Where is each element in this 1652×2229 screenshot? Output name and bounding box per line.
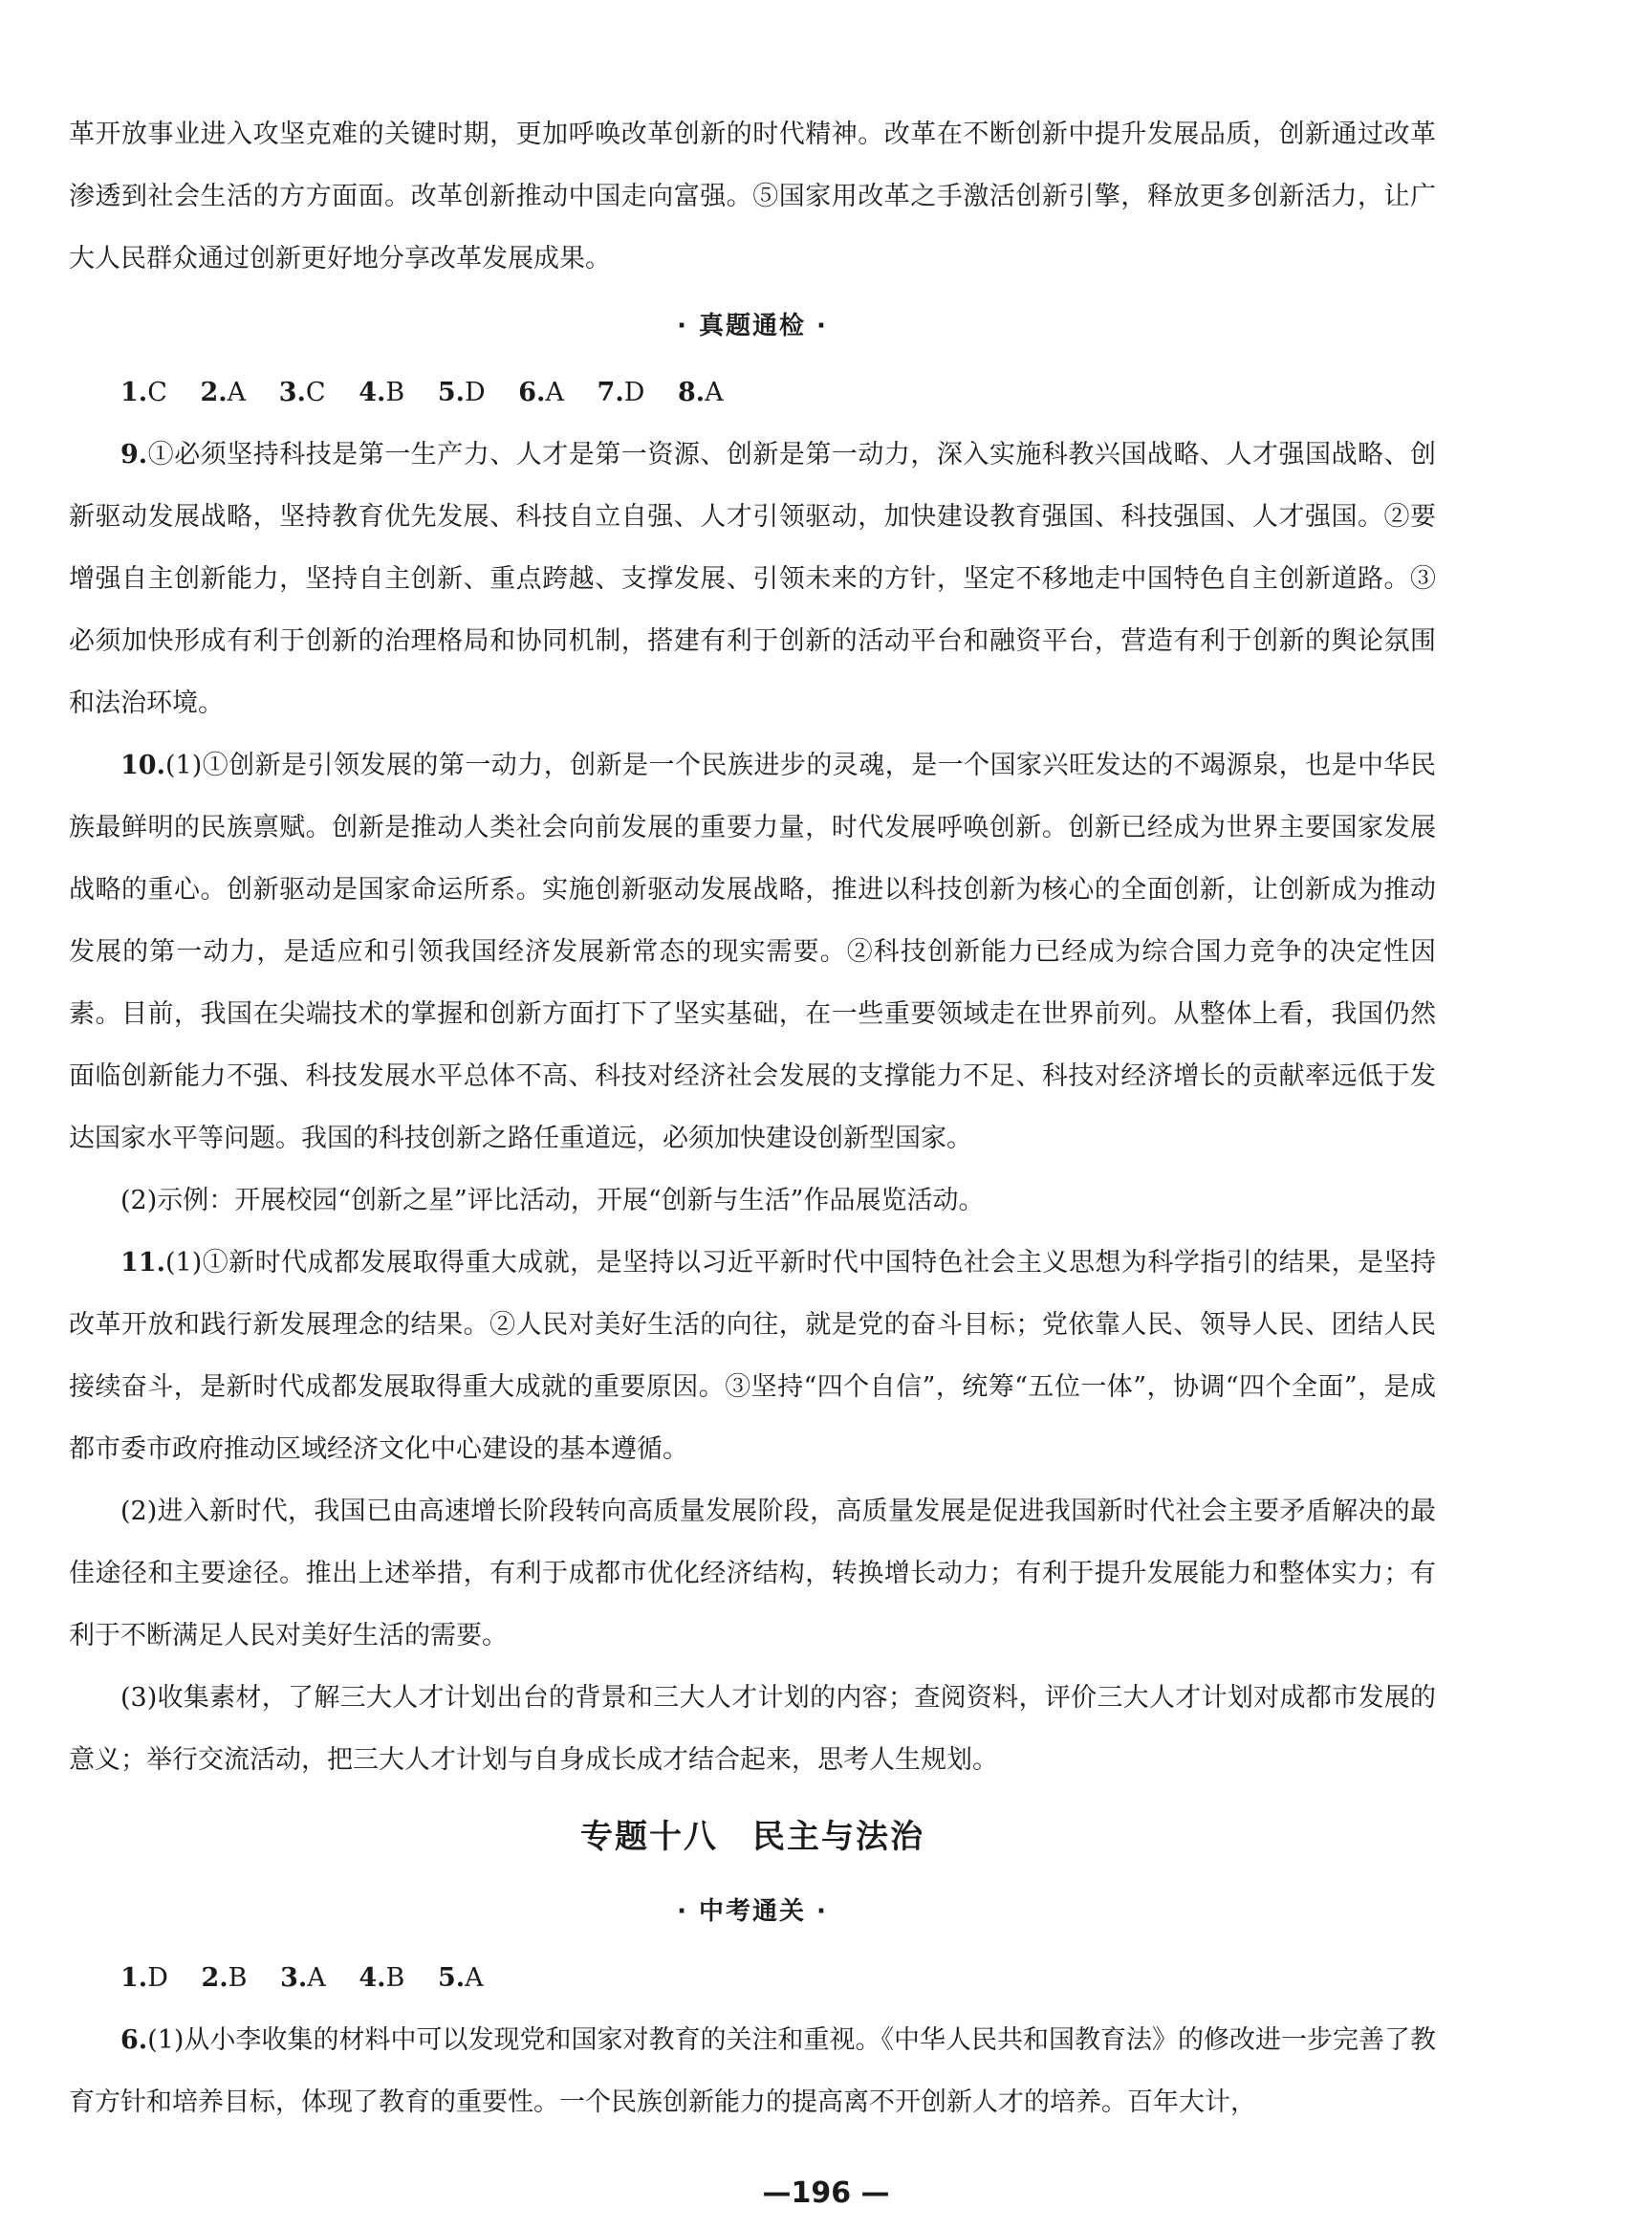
answer-q10-part2: (2)示例：开展校园“创新之星”评比活动，开展“创新与生活”作品展览活动。 xyxy=(120,1186,985,1215)
answer-item: 3.C xyxy=(278,378,326,407)
answer-item: 5.A xyxy=(437,1963,484,1993)
answer-key-row-2 xyxy=(69,1947,1436,2009)
question-number: 9. xyxy=(120,440,148,470)
answer-q9 xyxy=(69,424,1436,734)
answer-q10-part1 xyxy=(69,734,1436,1169)
answer-text: ①必须坚持科技是第一生产力、人才是第一资源、创新是第一动力，深入实施科教兴国战略、人才强国战略、创新驱动发展战略，坚持教育优先发展、科技自立自强、人才引领驱动，加快建设教育强国、科技强国、人才强国。②要增强自主创新能力，坚持自主创新、重点跨越、支撑发展、引领未来的方针，坚定不移地走中国特色自主创新道路。③必须加快形成有利于创新的治理格局和协同机制，搭建有利于创新的活动平台和融资平台，营造有利于创新的舆论氛围和法治环境。 xyxy=(69,440,1436,718)
answer-text: (1)从小李收集的材料中可以发现党和国家对教育的关注和重视。《中华人民共和国教育法》的修改进一步完善了教育方针和培养目标，体现了教育的重要性。一个民族创新能力的提高离不开创新人才的培养。百年大计， xyxy=(69,2025,1436,2117)
answer-q11-part3: (3)收集素材，了解三大人才计划出台的背景和三大人才计划的内容；查阅资料，评价三大人才计划对成都市发展的意义；举行交流活动，把三大人才计划与自身成长成才结合起来，思考人生规划。 xyxy=(69,1683,1436,1775)
answer-item: 2.A xyxy=(200,378,247,407)
answer-text: (1)①新时代成都发展取得重大成就，是坚持以习近平新时代中国特色社会主义思想为科学指引的结果，是坚持改革开放和践行新发展理念的结果。②人民对美好生活的向往，就是党的奋斗目标；党依靠人民、领导人民、团结人民接续奋斗，是新时代成都发展取得重大成就的重要原因。③坚持“四个自信”，统筹“五位一体”，协调“四个全面”，是成都市委市政府推动区域经济文化中心建设的基本遵循。 xyxy=(69,1248,1436,1464)
page-number: —196 — xyxy=(762,2176,890,2210)
answer-q11-part1 xyxy=(69,1232,1436,1480)
chapter-title: 专题十八 民主与法治 xyxy=(580,1818,924,1856)
answer-q11-part2: (2)进入新时代，我国已由高速增长阶段转向高质量发展阶段，高质量发展是促进我国新时代社会主要矛盾解决的最佳途径和主要途径。推出上述举措，有利于成都市优化经济结构，转换增长动力；有利于提升发展能力和整体实力；有利于不断满足人民对美好生活的需要。 xyxy=(69,1497,1436,1650)
question-number: 11. xyxy=(120,1248,165,1278)
answer-item: 4.B xyxy=(359,378,405,407)
answer-item: 5.D xyxy=(437,378,486,407)
answer-item: 7.D xyxy=(597,378,645,407)
page-content xyxy=(69,103,1436,2133)
intro-paragraph: 革开放事业进入攻坚克难的关键时期，更加呼唤改革创新的时代精神。改革在不断创新中提升发展品质，创新通过改革渗透到社会生活的方方面面。改革创新推动中国走向富强。⑤国家用改革之手激活创新引擎，释放更多创新活力，让广大人民群众通过创新更好地分享改革发展成果。 xyxy=(69,120,1436,273)
answer-item: 1.C xyxy=(120,378,167,407)
answer-item: 1.D xyxy=(120,1963,168,1993)
answer-item: 8.A xyxy=(677,378,724,407)
section-title-zhenti: · 真题通检 · xyxy=(677,312,828,340)
answer-text: (1)①创新是引领发展的第一动力，创新是一个民族进步的灵魂，是一个国家兴旺发达的不竭源泉，也是中华民族最鲜明的民族禀赋。创新是推动人类社会向前发展的重要力量，时代发展呼唤创新。创新已经成为世界主要国家发展战略的重心。创新驱动是国家命运所系。实施创新驱动发展战略，推进以科技创新为核心的全面创新，让创新成为推动发展的第一动力，是适应和引领我国经济发展新常态的现实需要。②科技创新能力已经成为综合国力竞争的决定性因素。目前，我国在尖端技术的掌握和创新方面打下了坚实基础，在一些重要领域走在世界前列。从整体上看，我国仍然面临创新能力不强、科技发展水平总体不高、科技对经济社会发展的支撑能力不足、科技对经济增长的贡献率远低于发达国家水平等问题。我国的科技创新之路任重道远，必须加快建设创新型国家。 xyxy=(69,751,1436,1153)
answer-item: 3.A xyxy=(280,1963,326,1993)
section-title-zhongkao: · 中考通关 · xyxy=(677,1897,828,1926)
question-number: 10. xyxy=(120,751,165,780)
answer-key-row-1 xyxy=(69,361,1436,424)
question-number: 6. xyxy=(120,2025,148,2055)
answer-item: 2.B xyxy=(201,1963,248,1993)
answer-item: 4.B xyxy=(359,1963,405,1993)
answer-q6 xyxy=(69,2009,1436,2133)
answer-item: 6.A xyxy=(518,378,564,407)
